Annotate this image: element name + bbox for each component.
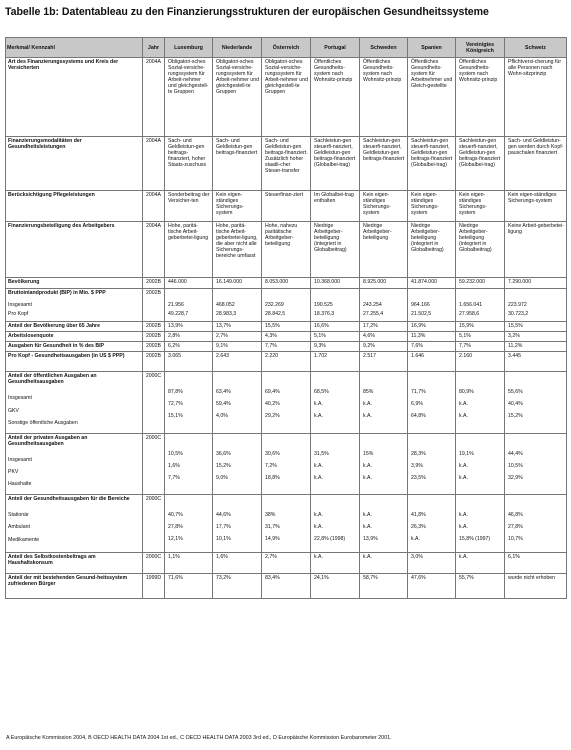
- data-value: 190.525: [314, 302, 333, 308]
- data-cell: Im Globalbei-trag enthalten: [311, 191, 360, 222]
- data-cell: 7.290.000: [505, 278, 567, 289]
- row-label-text: Anteil der Gesundheitsausgaben für die Bereiche: [8, 496, 130, 503]
- data-value: k.A.: [314, 512, 323, 519]
- data-cell: [505, 372, 567, 433]
- data-value: 68,5%: [314, 389, 329, 396]
- data-cell: 16,9%: [408, 322, 456, 332]
- data-cell: 2,8%: [165, 332, 213, 342]
- data-value: 14,9%: [265, 536, 280, 543]
- data-value: 27.958,6: [459, 311, 480, 318]
- data-cell: 6,1%: [505, 553, 567, 574]
- data-cell: Niedrige Arbeitgeber-beteiligung (integriert in Globalbeitrag): [408, 222, 456, 278]
- data-value: k.A.: [363, 474, 372, 481]
- table-row: [6, 372, 567, 433]
- data-cell: [360, 433, 408, 494]
- data-value: 17,7%: [216, 524, 231, 531]
- data-cell: Obligatori-sches Sozial-versiche-rungssystem für Arbeit-nehmer und gleichgestell-te Gruppen: [165, 58, 213, 137]
- data-cell: Hohe, paritä-tische Arbeit-geberbetei-ligung, die aber nicht alle Sicherungs-bereiche umfasst: [213, 222, 262, 278]
- data-cell: 83,4%: [262, 574, 311, 599]
- table-row: [6, 58, 567, 137]
- data-value: 69,4%: [265, 389, 280, 396]
- data-cell: Kein eigen-ständiges Sicherungs-system: [505, 191, 567, 222]
- data-value: 64,8%: [411, 413, 426, 420]
- data-cell: [165, 495, 213, 553]
- row-label: [6, 191, 143, 222]
- sub-label: Sonstige öffentliche Ausgaben: [8, 419, 78, 426]
- data-cell: 16,6%: [311, 322, 360, 332]
- data-cell: Obligatori-sches Sozial-versiche-rungssystem für Arbeit-nehmer und gleichgestell-te Gruppen: [262, 58, 311, 137]
- data-cell: 7,7%: [456, 342, 505, 352]
- data-cell: [408, 433, 456, 494]
- sub-label: Pro Kopf: [8, 311, 29, 318]
- data-cell: 7,6%: [408, 342, 456, 352]
- data-cell: 13,9%: [165, 322, 213, 332]
- data-value: 15,8% (1997): [459, 536, 491, 543]
- data-cell: Niedrige Arbeitgeber-beteiligung: [360, 222, 408, 278]
- row-label: [6, 553, 143, 574]
- year-cell: 2004A: [143, 137, 165, 191]
- data-cell: 11,2%: [505, 342, 567, 352]
- footnote: A Europäische Kommission 2004, B OECD HEALTH DATA 2004 1st ed., C OECD HEALTH DATA 2003 3rd ed., D Europäische Kommission Eurobarometer 2001.: [6, 735, 392, 741]
- data-cell: 4,6%: [360, 332, 408, 342]
- data-value: k.A.: [411, 536, 420, 543]
- header-row: [6, 38, 567, 58]
- data-cell: Öffentliches Gesundheits-system nach Wohnsitz-prinzip: [456, 58, 505, 137]
- data-cell: 55,7%: [456, 574, 505, 599]
- year-cell: 2002B: [143, 332, 165, 342]
- data-value: 18,8%: [265, 474, 280, 481]
- data-value: 55,6%: [508, 389, 523, 396]
- data-value: 15,1%: [168, 413, 183, 420]
- data-cell: [311, 372, 360, 433]
- sub-label: Haushalte: [8, 481, 32, 488]
- header-cell: Schweden: [360, 38, 408, 58]
- data-value: 1,6%: [168, 462, 180, 469]
- data-value: k.A.: [314, 524, 323, 531]
- data-cell: Sach- und Geldleistun-gen beitrags-finanziert: [213, 137, 262, 191]
- year-cell: 2004A: [143, 222, 165, 278]
- year-cell: 2002B: [143, 289, 165, 322]
- data-cell: 24,1%: [311, 574, 360, 599]
- data-value: 72,7%: [168, 401, 183, 408]
- data-value: 27,8%: [168, 524, 183, 531]
- data-value: k.A.: [363, 512, 372, 519]
- data-cell: Kein eigen-ständiges Sicherungs-system: [456, 191, 505, 222]
- data-cell: 1.702: [311, 352, 360, 372]
- table-row: [6, 322, 567, 332]
- data-cell: k.A.: [311, 553, 360, 574]
- table-row: [6, 342, 567, 352]
- data-cell: Öffentliches Gesundheits-system nach Wohnsitz-prinzip: [311, 58, 360, 137]
- data-value: 36,6%: [216, 450, 231, 457]
- data-cell: Öffentliches Gesundheits-system nach Wohnsitz-prinzip: [360, 58, 408, 137]
- data-value: 80,9%: [459, 389, 474, 396]
- row-label: [6, 433, 143, 494]
- data-value: k.A.: [459, 512, 468, 519]
- data-cell: 3.445: [505, 352, 567, 372]
- data-value: 85%: [363, 389, 374, 396]
- data-cell: 446.000: [165, 278, 213, 289]
- data-cell: Niedrige Arbeitgeber-beteiligung (integriert in Globalbeitrag): [311, 222, 360, 278]
- data-value: 87,8%: [168, 389, 183, 396]
- data-value: 232.269: [265, 302, 284, 308]
- table-row: [6, 278, 567, 289]
- data-cell: [213, 289, 262, 322]
- data-cell: 1.646: [408, 352, 456, 372]
- data-cell: 15,5%: [505, 322, 567, 332]
- data-value: 28.842,5: [265, 311, 286, 318]
- sub-label: Ambulant: [8, 524, 30, 531]
- data-value: 12,1%: [168, 536, 183, 543]
- row-label: [6, 495, 143, 553]
- data-cell: [165, 289, 213, 322]
- data-value: 10,5%: [168, 450, 183, 457]
- year-cell: 2000C: [143, 553, 165, 574]
- table-row: [6, 191, 567, 222]
- row-label-text: Finanzierungsbeteiligung des Arbeitgebers: [8, 223, 115, 229]
- data-cell: 6,2%: [165, 342, 213, 352]
- data-value: 6,9%: [411, 401, 423, 408]
- data-cell: Sach- und Geldleistun-gen werden durch Kopf-pauschalen finanziert: [505, 137, 567, 191]
- data-cell: 2,7%: [213, 332, 262, 342]
- data-cell: Keine Arbeit-geberbetei-ligung: [505, 222, 567, 278]
- data-cell: 17,2%: [360, 322, 408, 332]
- table-row: [6, 222, 567, 278]
- data-value: 21.502,5: [411, 311, 432, 318]
- data-value: 3,9%: [411, 462, 423, 469]
- data-value: 15%: [363, 450, 374, 457]
- data-cell: [360, 372, 408, 433]
- row-label: [6, 574, 143, 599]
- row-label-text: Arbeitslosenquote: [8, 333, 54, 340]
- data-value: 964.166: [411, 302, 430, 308]
- data-value: k.A.: [314, 474, 323, 481]
- table-row: [6, 289, 567, 322]
- data-cell: [262, 433, 311, 494]
- data-cell: 73,2%: [213, 574, 262, 599]
- data-cell: [456, 433, 505, 494]
- row-label: [6, 322, 143, 332]
- row-label: [6, 332, 143, 342]
- data-value: 18.376,3: [314, 311, 335, 318]
- data-cell: [262, 289, 311, 322]
- data-value: 40,2%: [265, 401, 280, 408]
- data-cell: [408, 495, 456, 553]
- data-cell: 2,7%: [262, 553, 311, 574]
- table-title: Tabelle 1b: Datentableau zu den Finanzierungsstrukturen der europäischen Gesundheitssysteme: [5, 6, 489, 18]
- sub-label: PKV: [8, 469, 19, 476]
- row-label: [6, 289, 143, 322]
- data-cell: [213, 433, 262, 494]
- data-cell: 3.065: [165, 352, 213, 372]
- data-cell: 2.643: [213, 352, 262, 372]
- data-value: 27.255,4: [363, 311, 384, 318]
- data-value: 19,1%: [459, 450, 474, 457]
- data-cell: [360, 289, 408, 322]
- header-cell: Niederlande: [213, 38, 262, 58]
- data-cell: Hohe, paritä-tische Arbeit-geberbetei-ligung: [165, 222, 213, 278]
- data-cell: 5,1%: [311, 332, 360, 342]
- data-value: k.A.: [363, 413, 372, 420]
- year-cell: 2002B: [143, 342, 165, 352]
- data-cell: Sach- und Geldleistun-gen beitrags-finanziert. Zusätzlich hoher staatli-cher Steuer-transfer: [262, 137, 311, 191]
- data-value: k.A.: [459, 462, 468, 469]
- data-cell: 3,2%: [505, 332, 567, 342]
- data-cell: wurde nicht erhoben: [505, 574, 567, 599]
- data-value: 63,4%: [216, 389, 231, 396]
- row-label-text: Anteil der privaten Ausgaben an Gesundheitsausgaben: [8, 434, 88, 447]
- data-cell: 4,3%: [262, 332, 311, 342]
- data-cell: [408, 372, 456, 433]
- data-cell: k.A.: [456, 553, 505, 574]
- data-cell: Kein eigen-ständiges Sicherungs-system: [408, 191, 456, 222]
- data-cell: Steuerfinan-ziert: [262, 191, 311, 222]
- data-value: 40,4%: [508, 401, 523, 408]
- header-cell: Portugal: [311, 38, 360, 58]
- data-cell: 13,7%: [213, 322, 262, 332]
- data-cell: 3,0%: [408, 553, 456, 574]
- data-value: 7,2%: [265, 462, 277, 469]
- data-cell: 9,2%: [360, 342, 408, 352]
- data-cell: 1,6%: [213, 553, 262, 574]
- data-cell: 8.053.000: [262, 278, 311, 289]
- table-body: [6, 58, 567, 599]
- data-cell: k.A.: [360, 553, 408, 574]
- data-cell: Kein eigen-ständiges Sicherungs-system: [360, 191, 408, 222]
- data-value: k.A.: [459, 413, 468, 420]
- row-label: [6, 372, 143, 433]
- data-cell: 47,6%: [408, 574, 456, 599]
- data-cell: 58,7%: [360, 574, 408, 599]
- table-row: [6, 553, 567, 574]
- row-label-text: Ausgaben für Gesundheit in % des BIP: [8, 343, 104, 350]
- data-value: 71,7%: [411, 389, 426, 396]
- data-value: k.A.: [314, 401, 323, 408]
- data-cell: [505, 289, 567, 322]
- data-value: 13,9%: [363, 536, 378, 543]
- data-cell: 71,6%: [165, 574, 213, 599]
- year-cell: 2002B: [143, 278, 165, 289]
- header-cell: Spanien: [408, 38, 456, 58]
- data-cell: 2.160: [456, 352, 505, 372]
- table-row: [6, 433, 567, 494]
- data-value: 10,5%: [508, 462, 523, 469]
- data-cell: [213, 372, 262, 433]
- data-cell: 15,9%: [456, 322, 505, 332]
- data-cell: 2.220: [262, 352, 311, 372]
- data-cell: [311, 289, 360, 322]
- row-label-text: Art des Finanzierungssystems und Kreis der Versicherten: [8, 59, 119, 72]
- data-cell: Hohe, nahezu paritätische Arbeitgeber-beteiligung: [262, 222, 311, 278]
- data-value: k.A.: [459, 474, 468, 481]
- data-value: 28.983,3: [216, 311, 237, 318]
- data-value: 38%: [265, 512, 276, 519]
- data-value: 15,2%: [216, 462, 231, 469]
- data-value: 31,5%: [314, 450, 329, 457]
- row-label-text: Anteil des Selbstkostenbeitrags am Haushaltskonsum: [8, 554, 96, 567]
- data-cell: 7,7%: [262, 342, 311, 352]
- row-label-text: Bruttoinlandprodukt (BIP) in Mio. $ PPP: [8, 290, 106, 296]
- row-label: [6, 137, 143, 191]
- row-label: [6, 342, 143, 352]
- data-cell: 1,1%: [165, 553, 213, 574]
- table-row: [6, 352, 567, 372]
- data-cell: 59.232.000: [456, 278, 505, 289]
- data-value: 10,7%: [508, 536, 523, 543]
- row-label-text: Finanzierungsmodalitäten der Gesundheitsleistungen: [8, 138, 82, 151]
- data-cell: 10.368.000: [311, 278, 360, 289]
- data-value: 29,2%: [265, 413, 280, 420]
- data-cell: Sachleistun-gen steuerfi-nanziert, Geldleistun-gen beitrags-finanziert: [360, 137, 408, 191]
- year-cell: 2002B: [143, 352, 165, 372]
- year-cell: 1999D: [143, 574, 165, 599]
- data-value: 1.656.041: [459, 302, 483, 308]
- row-label: [6, 352, 143, 372]
- data-cell: Obligatori-sches Sozial-versiche-rungssystem für Arbeit-nehmer und gleichgestell-te Gruppen: [213, 58, 262, 137]
- row-label-text: Anteil der mit bestehenden Gesund-heitssystem zufriedenen Bürger: [8, 575, 128, 588]
- header-cell: Schweiz: [505, 38, 567, 58]
- row-label: [6, 222, 143, 278]
- data-value: 223.972: [508, 302, 527, 308]
- data-value: 28,3%: [411, 450, 426, 457]
- row-label-text: Berücksichtigung Pflegeleistungen: [8, 192, 95, 198]
- header-cell: Merkmal/ Kennzahl: [6, 38, 143, 58]
- data-table: [5, 37, 567, 599]
- data-value: 10,1%: [216, 536, 231, 543]
- year-cell: 2000C: [143, 495, 165, 553]
- data-cell: 15,5%: [262, 322, 311, 332]
- data-value: 30.723,2: [508, 311, 529, 318]
- data-value: 4,0%: [216, 413, 228, 420]
- year-cell: 2002B: [143, 322, 165, 332]
- row-label-text: Pro Kopf - Gesundheitsausgaben (in US $ PPP): [8, 353, 125, 360]
- sub-label: Medikamente: [8, 536, 40, 543]
- data-cell: [262, 495, 311, 553]
- data-value: 9,0%: [216, 474, 228, 481]
- data-cell: [165, 372, 213, 433]
- data-cell: 8.925.000: [360, 278, 408, 289]
- sub-label: Insgesamt: [8, 302, 32, 309]
- row-label: [6, 278, 143, 289]
- data-cell: Niedrige Arbeitgeber-beteiligung (integriert in Globalbeitrag): [456, 222, 505, 278]
- header-cell: Vereinigtes Königreich: [456, 38, 505, 58]
- data-cell: Pflichtversi-cherung für alle Personen nach Wohn-sitzprinzip: [505, 58, 567, 137]
- data-value: 26,3%: [411, 524, 426, 531]
- header-cell: Luxemburg: [165, 38, 213, 58]
- data-value: k.A.: [363, 401, 372, 408]
- data-value: 46,8%: [508, 512, 523, 519]
- data-value: k.A.: [363, 524, 372, 531]
- data-cell: Sonderbeitrag der Versicher-ten: [165, 191, 213, 222]
- data-value: 59,4%: [216, 401, 231, 408]
- row-label-text: Anteil der Bevölkerung über 65 Jahre: [8, 323, 100, 330]
- sub-label: Insgesamt: [8, 456, 32, 463]
- data-value: k.A.: [314, 462, 323, 469]
- data-cell: [456, 372, 505, 433]
- sub-label: GKV: [8, 407, 19, 414]
- year-cell: 2004A: [143, 58, 165, 137]
- data-cell: [262, 372, 311, 433]
- data-cell: Sachleistun-gen steuerfi-nanziert, Geldleistun-gen beitrags-finanziert (Globalbei-trag): [408, 137, 456, 191]
- data-cell: Öffentliches Gesundheits-system für Arbeitnehmer und Gleich-gestellte: [408, 58, 456, 137]
- data-cell: [505, 495, 567, 553]
- data-value: 21.956: [168, 302, 184, 308]
- data-value: k.A.: [459, 524, 468, 531]
- data-cell: Sachleistun-gen steuerfi-nanziert, Geldleistun-gen beitrags-finanziert (Globalbei-trag): [311, 137, 360, 191]
- data-cell: [408, 289, 456, 322]
- table-row: [6, 495, 567, 553]
- sub-label: Insgesamt: [8, 395, 32, 402]
- data-cell: [456, 289, 505, 322]
- row-label: [6, 58, 143, 137]
- data-value: 44,4%: [508, 450, 523, 457]
- row-label-text: Bevölkerung: [8, 279, 40, 285]
- header-cell: Jahr: [143, 38, 165, 58]
- data-cell: [311, 495, 360, 553]
- data-value: k.A.: [363, 462, 372, 469]
- data-cell: [165, 433, 213, 494]
- sub-label: Stationär: [8, 512, 29, 519]
- data-value: 31,7%: [265, 524, 280, 531]
- data-value: 22,8% (1998): [314, 536, 346, 543]
- year-cell: 2000C: [143, 433, 165, 494]
- data-cell: 9,1%: [213, 342, 262, 352]
- data-value: 23,5%: [411, 474, 426, 481]
- data-cell: [213, 495, 262, 553]
- data-value: k.A.: [314, 413, 323, 420]
- data-cell: Sach- und Geldleistun-gen beitrags-finanziert, hoher Staats-zuschuss: [165, 137, 213, 191]
- table-row: [6, 332, 567, 342]
- data-cell: 5,1%: [456, 332, 505, 342]
- data-value: 468.052: [216, 302, 235, 308]
- data-cell: 9,3%: [311, 342, 360, 352]
- data-value: 32,9%: [508, 474, 523, 481]
- data-value: 15,2%: [508, 413, 523, 420]
- table-row: [6, 137, 567, 191]
- data-cell: [505, 433, 567, 494]
- data-value: 49.228,7: [168, 311, 189, 318]
- table-row: [6, 574, 567, 599]
- data-cell: Kein eigen-ständiges Sicherungs-system: [213, 191, 262, 222]
- data-value: 40,7%: [168, 512, 183, 519]
- data-value: 27,8%: [508, 524, 523, 531]
- data-cell: 16.149.000: [213, 278, 262, 289]
- data-cell: [311, 433, 360, 494]
- data-value: 30,6%: [265, 450, 280, 457]
- data-cell: [360, 495, 408, 553]
- data-cell: Sachleistun-gen steuerfi-nanziert, Geldleistun-gen beitrags-finanziert (Globalbei-trag): [456, 137, 505, 191]
- header-cell: Österreich: [262, 38, 311, 58]
- year-cell: 2000C: [143, 372, 165, 433]
- year-cell: 2004A: [143, 191, 165, 222]
- row-label-text: Anteil der öffentlichen Ausgaben an Gesundheitsausgaben: [8, 373, 97, 386]
- data-cell: 2.517: [360, 352, 408, 372]
- data-cell: 41.874.000: [408, 278, 456, 289]
- data-value: 7,7%: [168, 474, 180, 481]
- data-value: k.A.: [459, 401, 468, 408]
- data-value: 44,6%: [216, 512, 231, 519]
- data-cell: [456, 495, 505, 553]
- data-value: 243.254: [363, 302, 382, 308]
- data-cell: 11,3%: [408, 332, 456, 342]
- data-value: 41,8%: [411, 512, 426, 519]
